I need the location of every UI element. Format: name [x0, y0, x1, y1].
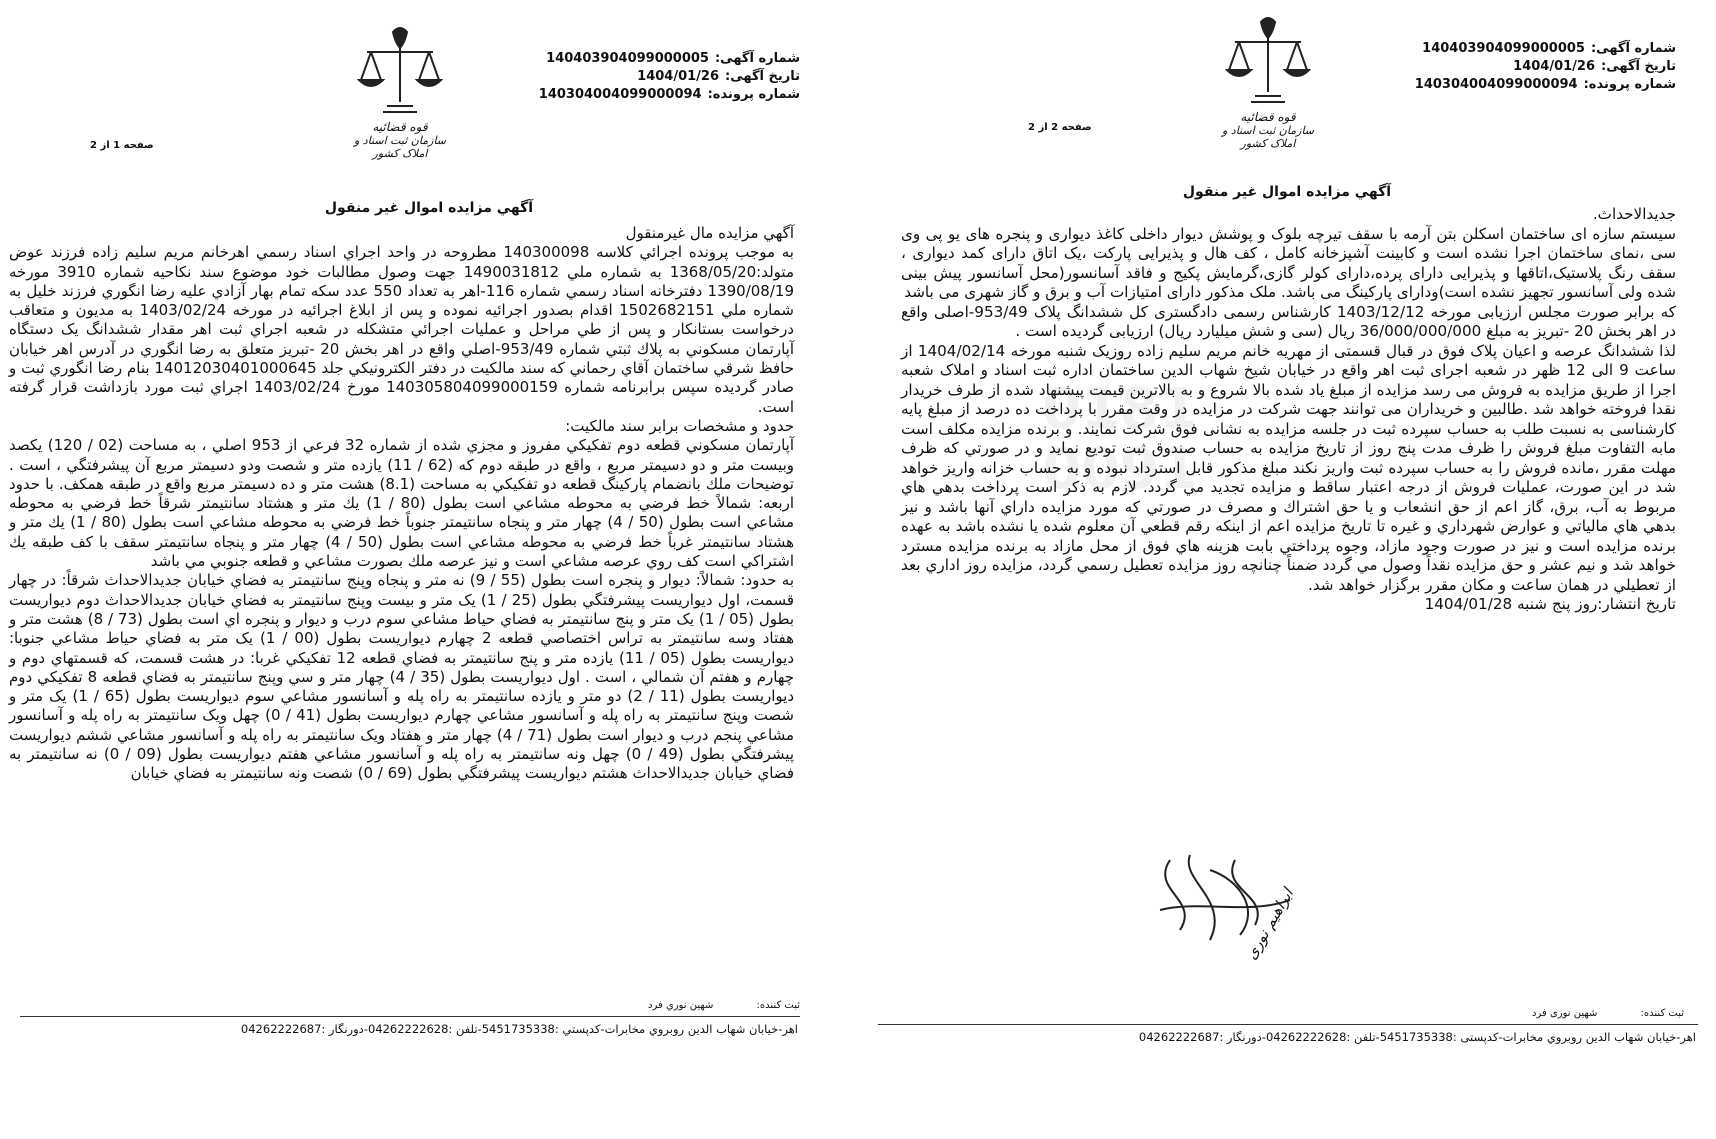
page-title: آگهي مزايده اموال غير منقول — [324, 200, 534, 216]
page-number: صفحه 2 از 2 — [1028, 122, 1092, 133]
ad-date-label: تاریخ آگهی: — [1601, 59, 1676, 74]
ad-number-label: شماره آگهی: — [714, 51, 800, 66]
ad-number-label: شماره آگهی: — [1590, 41, 1676, 56]
scales-of-justice-icon — [357, 22, 443, 122]
page-2 — [858, 0, 1716, 1139]
paragraph: جدیدالاحداث. — [1592, 205, 1676, 223]
footer-address: اهر-خيابان شهاب الدين روبروي مخابرات-كدپستي :5451735338-تلفن :04262222628-دورنگار :04262222687 — [240, 1022, 798, 1036]
ad-meta — [1409, 40, 1676, 94]
ad-body — [901, 205, 1676, 615]
registrar — [1532, 1008, 1684, 1019]
paragraph: آپارتمان مسكوني قطعه دوم تفكيكي مفروز و مجزي شده از شماره 32 فرعي از 953 اصلي ، به مساحت (02 / 120) يكصد وبيست متر و دو دسيمتر مربع ، واقع در طبقه دوم كه (62 / 11) يازده متر و شصت ودو دسيمتر مربع آن پيشرفتگي ، است . توضيحات ملك بانضمام پاركينگ قطعه دو تفكيكي به مساحت (8.1) هشت متر و ده دسيمتر مربع واقع در طبقه همكف. با حدود اربعه: شمالاً خط فرضي به محوطه مشاعي است بطول (80 / 1) يك متر و هشتاد سانتيمتر شرقاً خط فرضي به محوطه مشاعي است بطول (50 / 4) چهار متر و پنجاه سانتيمتر جنوباً خط فرضي به محوطه مشاعي است بطول (80 / 1) يك متر و هشتاد سانتيمتر غرباً خط فرضي به محوطه مشاعي است بطول (50 / 4) چهار متر و پنجاه سانتيمتر سقف با كف طبقه يك اشتراكي است كف روي عرصه مشاعي است و نيز عرصه ملك بصورت مشاعي و قطعه جنوبي مي باشد — [9, 436, 795, 571]
emblem-caption-bottom: سازمان ثبت اسناد و املاک کشور — [353, 134, 447, 160]
ad-meta — [533, 50, 800, 104]
ad-date: 1404/01/26 — [637, 69, 720, 84]
file-number: 140304004099000094 — [1414, 77, 1578, 92]
paragraph: لذا ششدانگ عرصه و اعیان پلاک فوق در قبال قسمتی از مهریه خانم مریم سلیم زاده روزیک شنبه مورخه 1404/02/14 از ساعت 9 الی 12 ظهر در شعبه اجرای ثبت اهر واقع در خیابان شیخ شهاب الدین ساختمان اداره ثبت اسناد و املاک شعبه اجرا از طریق مزایده به فروش می رسد مزایده از مبلغ یاد شده بالا شروع و به بالاترین قیمت پیشنهاد شده از طرف خریدار نقدا فروخته خواهد شد .طالبین و خریداران می توانند جهت شرکت در مزایده در وقت مقرر با پرداخت ده درصد از مبلغ پایه کارشناسی به نسبت طلب به حساب سپرده ثبت در جلسه مزایده به نشانی فوق شرکت نمایند. و برنده مزايده مكلف است مابه التفاوت مبلغ فروش را ظرف مدت پنج روز از تاريخ مزايده به حساب صندوق ثبت توديع نمايد و در صورتي كه ظرف مهلت مقرر ،مانده فروش را به حساب سپرده ثبت واريز نكند مبلغ مذكور قابل استرداد نبوده و به حساب خزانه واريز خواهد شد در اين صورت، عمليات فروش از درجه اعتبار ساقط و مزايده تجديد مي گردد. لازم به ذكر است پرداخت بدهي هاي مربوط به آب، برق، گاز اعم از حق انشعاب و يا حق اشتراك و مصرف در صورتي كه مورد مزايده داراي آنها باشد و نيز بدهي هاي مالياتي و عوارض شهرداري و غيره تا تاريخ مزايده اعم از اينكه رقم قطعي آن معلوم شده يا نشده باشد به عهده برنده مزايده است و نيز در صورت وجود مازاد، وجوه پرداختي بابت هزينه هاي فوق از محل مازاد به برنده مزايده مسترد خواهد شد و نيم عشر و حق مزايده نقداً وصول مي گردد ضمناً چنانچه روز مزايده تعطيل رسمي گردد، مزايده روز اداري بعد از تعطيلي در همان ساعت و مكان مقرر برگزار خواهد شد. — [901, 341, 1676, 594]
emblem-caption-top: قوه قضائیه — [372, 120, 428, 134]
ad-body — [9, 224, 794, 784]
judiciary-emblem — [340, 22, 460, 172]
signature-name: ابراهیم نوری — [1241, 885, 1297, 963]
footer-address: اهر-خیابان شهاب الدین روبروي مخابرات-کدپستی :5451735338-تلفن :04262222628-دورنگار :04262222687 — [1138, 1030, 1696, 1044]
page-number: صفحه 1 از 2 — [90, 140, 154, 151]
watermark-line-2: 0091 — [1042, 437, 1198, 502]
registrar-label: ثبت کننده: — [1640, 1008, 1684, 1019]
paragraph: به موجب پرونده اجرائي كلاسه 140300098 مطروحه در واحد اجراي اسناد رسمي اهرخانم مريم سليم زاده فرزند عوض متولد:1368/05/20 به شماره ملي 1490031812 جهت وصول مطالبات خود موضوع سند نكاحيه شماره 3910 مورخه 1390/08/19 دفترخانه اسناد رسمي شماره 116-اهر به تعداد 550 عدد سكه تمام بهار آزادي عليه رضا انگوري فرزند خليل به شماره ملي 1502682151 اقدام بصدور اجرائيه نموده و پس از ابلاغ اجرائيه در مورخه 1403/02/24 به مديون و متعاقب درخواست بستانكار و پس از طي مراحل و عمليات اجرائي متشكله در شعبه اجراي ثبت اهر مقدار ششدانگ يک دستگاه آپارتمان مسكوني به پلاك ثبتي شماره 953/49-اصلي واقع در اهر بخش 20 -تبريز متعلق به رضا انگوري در آدرس اهر خيابان حافظ شرقي ساختمان آقاي رحماني كه سند مالكيت در دفتر الكترونيكي جلد 14012030401000645 بنام رضا انگوري ثبت و صادر گرديده سپس برابرنامه شماره 140305804099000159 مورخ 1403/02/24 اجراي ثبت مورد بازداشت قرار گرفته است. — [9, 243, 795, 416]
ad-number: 140403904099000005 — [1422, 41, 1585, 56]
registrar-name: شهين نوري فرد — [648, 1000, 714, 1011]
ad-date-label: تاریخ آگهی: — [725, 69, 800, 84]
file-number: 140304004099000094 — [538, 87, 702, 102]
judiciary-emblem — [1208, 12, 1328, 162]
scales-of-justice-icon — [1225, 12, 1311, 112]
footer-divider — [878, 1024, 1698, 1025]
registrar-label: ثبت كننده: — [756, 1000, 800, 1011]
ad-date: 1404/01/26 — [1513, 59, 1596, 74]
registrar — [648, 1000, 800, 1011]
watermark-line-1: 0181 — [1042, 377, 1198, 442]
paragraph: به حدود: شمالاً: ديوار و پنجره است بطول (55 / 9) نه متر و پنجاه وپنج سانتيمتر به فضاي خيابان جديدالاحداث شرقاً: در چهار قسمت، اول ديواريست پيشرفتگي بطول (25 / 1) يک متر و بيست وپنج سانتيمتر به فضاي خيابان جديدالاحداث دوم ديواريست بطول (05 / 1) يک متر و پنج سانتيمتر به فضاي حياط مشاعي سوم درب و ديوار و پنجره اي است بطول (73 / 8) هشت متر و هفتاد وسه سانتيمتر به تراس اختصاصي قطعه 2 چهارم ديواريست بطول (00 / 1) يک متر به فضاي حياط مشاعي جنوبا: ديواريست بطول (05 / 11) يازده متر و پنج سانتيمتر به فضاي قطعه 12 تفكيكي غربا: در هشت قسمت، كه قسمتهاي دوم و چهارم و هفتم آن شمالي ، است . اول ديواريست بطول (35 / 4) چهار متر و سي وپنج سانتيمتر به فضاي قطعه 8 تفكيكي دوم ديواريست بطول (11 / 2) دو متر و يازده سانتيمتر به راه پله و آسانسور مشاعي سوم ديواريست بطول (65 / 1) يک متر و شصت وپنج سانتيمتر به راه پله و آسانسور مشاعي چهارم ديواريست بطول (41 / 0) چهل ويک سانتيمتر به راه پله و آسانسور مشاعي پنجم درب و ديوار است بطول (71 / 4) چهار متر و هفتاد ويک سانتيمتر به راه پله و آسانسور مشاعي ششم ديواريست پيشرفتگي بطول (49 / 0) چهل ونه سانتيمتر به راه پله و آسانسور مشاعي هفتم ديواريست بطول (09 / 0) نه سانتيمتر به فضاي خيابان جديدالاحداث هشتم ديواريست پيشرفتگي بطول (69 / 0) شصت ونه سانتيمتر به فضاي خيابان — [9, 571, 795, 783]
paragraph: تاریخ انتشار:روز پنج شنبه 1404/01/28 — [1424, 595, 1676, 613]
emblem-caption-bottom: سازمان ثبت اسناد و املاک کشور — [1221, 124, 1315, 150]
registrar-name: شهین نوری فرد — [1532, 1008, 1598, 1019]
file-number-label: شماره پرونده: — [1583, 77, 1676, 92]
file-number-label: شماره پرونده: — [707, 87, 800, 102]
paragraph: آگهي مزايده مال غيرمنقول — [625, 224, 794, 242]
footer-divider — [20, 1016, 800, 1017]
page-title: آگهي مزايده اموال غير منقول — [1182, 184, 1392, 200]
paragraph: سیستم سازه ای ساختمان اسکلن بتن آرمه با سقف تیرچه بلوک و پوشش دیوار داخلی کاغذ دیواری و پنجره های یو پی وی سی ،نمای ساختمان اجرا نشده است و کابینت آشپزخانه کامل ، کف هال و پذیرایی پارکت ،یک اتاق دارای کمد دیواری ، سقف رنگ پلاستیک،اتاقها و پذیرایی دارای پرده،دارای کولر گازی،گرمایش پکیج و فاقد آسانسور(محل آسانسور پیش بینی شده ولی آسانسور تجهیز نشده است)ودارای پارکینگ می باشد. ملک مذکور دارای امتیازات آب و برق و گاز شهری می باشد — [901, 224, 1676, 301]
paragraph: که برابر صورت مجلس ارزیابی مورخه 1403/12/12 کارشناس رسمی دادگستری کل ششدانگ پلاک 953/49-اصلی واقع در اهر بخش 20 -تبریز به مبلغ 36/000/000/000 ریال (سی و شش میلیارد ریال) ارزیابی گردیده است . — [901, 302, 1676, 340]
emblem-caption-top: قوه قضائیه — [1240, 110, 1296, 124]
ad-number: 140403904099000005 — [546, 51, 709, 66]
paragraph: حدود و مشخصات برابر سند مالكيت: — [565, 416, 794, 435]
